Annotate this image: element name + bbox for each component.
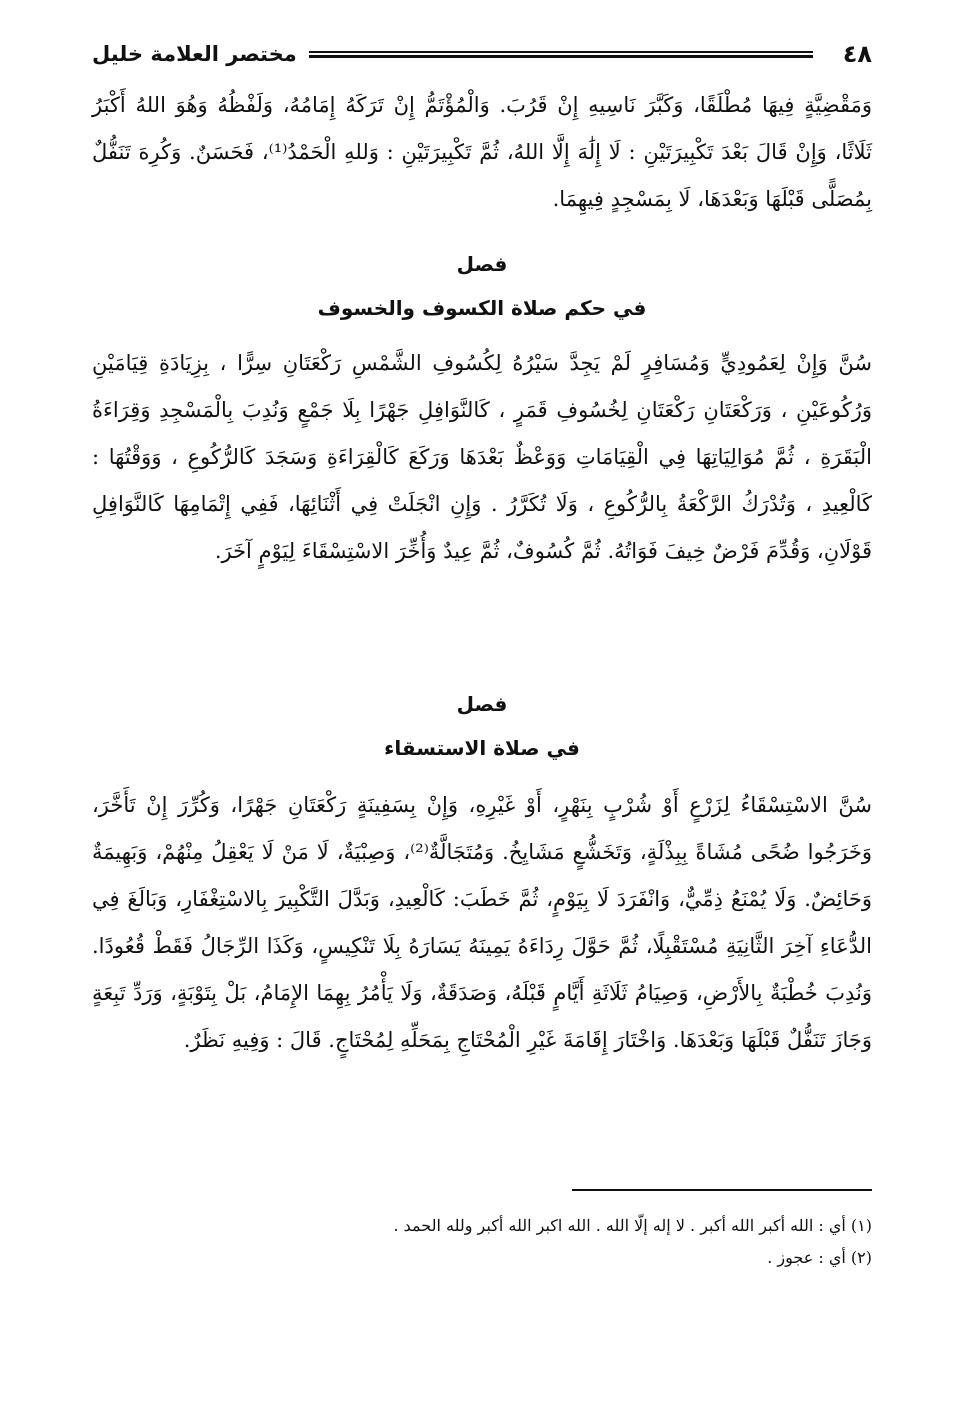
section-title: في صلاة الاستسقاء (384, 736, 580, 760)
footnote-2: (٢) أي : عجوز . (767, 1248, 872, 1267)
section-label: فصل (456, 692, 508, 716)
header-rule (309, 51, 813, 58)
section-istisqa-body (92, 782, 872, 1064)
section-kusuf (92, 242, 872, 330)
section-paragraph: سُنَّ وَإِنْ لِعَمُودِيٍّ وَمُسَافِرٍ لَمْ يَجِدَّ سَيْرُهُ لِكُسُوفِ الشَّمْسِ رَكْعَتَانِ سِرًّا ، بِزِيَادَةِ قِيَامَيْنِ وَرُكُوعَيْنِ ، وَرَكْعَتَانِ رَكْعَتَانِ لِخُسُوفِ قَمَرٍ ، كَالنَّوَافِلِ جَهْرًا بِلَا جَمْعٍ وَنُدِبَ بِالْمَسْجِدِ وَقِرَاءَةُ الْبَقَرَةِ ، ثُمَّ مُوَالِيَاتِهَا فِي الْقِيَامَاتِ وَوَعْظٌ بَعْدَهَا وَرَكَعَ كَالْقِرَاءَةِ وَسَجَدَ كَالرُّكُوعِ ، وَوَقْتُهَا : كَالْعِيدِ ، وَتُدْرَكُ الرَّكْعَةُ بِالرُّكُوعِ ، وَلَا تُكَرَّرُ . وَإِنِ انْجَلَتْ فِي أَثْنَائِهَا، فَفِي إِتْمَامِهَا كَالنَّوَافِلِ قَوْلَانِ، وَقُدِّمَ فَرْضٌ خِيفَ فَوَاتُهُ. ثُمَّ كُسُوفٌ، ثُمَّ عِيدٌ وَأُخِّرَ الاسْتِسْقَاءَ لِيَوْمٍ آخَرَ. (92, 351, 872, 563)
footnotes (92, 1210, 872, 1274)
section-title: في حكم صلاة الكسوف والخسوف (317, 296, 647, 320)
running-title: مختصر العلامة خليل (92, 42, 297, 66)
section-istisqa (92, 682, 872, 770)
page-number: ٤٨ (842, 40, 872, 68)
section-kusuf-body (92, 340, 872, 575)
footnote-1: (١) أي : الله أكبر الله أكبر . لا إله إلّا الله . الله اكبر الله أكبر ولله الحمد . (393, 1216, 872, 1235)
footnote-separator (572, 1189, 872, 1191)
intro-block (92, 82, 872, 223)
section-label: فصل (456, 252, 508, 276)
section-paragraph: سُنَّ الاسْتِسْقَاءُ لِزَرْعٍ أَوْ شُرْبٍ بِنَهْرٍ، أَوْ غَيْرِهِ، وَإِنْ بِسَفِينَةٍ رَكْعَتَانِ جَهْرًا، وَكُرِّرَ إِنْ تَأَخَّرَ، وَخَرَجُوا ضُحًى مُشَاةً بِبِذْلَةٍ، وَتَخَشُّعٍ مَشَايِخُ. وَمُتَجَالَّةٌ⁽²⁾، وَصِبْيَةٌ، لَا مَنْ لَا يَعْقِلُ مِنْهُمْ، وَبَهِيمَةٌ وَحَائِضٌ. وَلَا يُمْنَعُ ذِمِّيٌّ، وَانْفَرَدَ لَا بِيَوْمٍ، ثُمَّ خَطَبَ: كَالْعِيدِ، وَبَدَّلَ التَّكْبِيرَ بِالاسْتِغْفَارِ، وَبَالَغَ فِي الدُّعَاءِ آخِرَ الثَّانِيَةِ مُسْتَقْبِلًا، ثُمَّ حَوَّلَ رِدَاءَهُ يَمِينَهُ يَسَارَهُ بِلَا تَنْكِيسٍ، وَكَذَا الرِّجَالُ فَقَطْ قُعُودًا. وَنُدِبَ خُطْبَةٌ بِالأَرْضِ، وَصِيَامُ ثَلَاثَةِ أَيَّامٍ قَبْلَهُ، وَصَدَقَةٌ، وَلَا يَأْمُرُ بِهِمَا الإِمَامُ، بَلْ بِتَوْبَةٍ، وَرَدِّ تَبِعَةٍ وَجَازَ تَنَفُّلٌ قَبْلَهَا وَبَعْدَهَا. وَاخْتَارَ إِقَامَةَ غَيْرِ الْمُحْتَاجِ بِمَحَلِّهِ لِمُحْتَاجٍ. قَالَ : وَفِيهِ نَظَرٌ. (92, 793, 872, 1052)
intro-paragraph: وَمَقْضِيَّةٍ فِيهَا مُطْلَقًا، وَكَبَّرَ نَاسِيهِ إِنْ قَرُبَ. وَالْمُؤْتَمُّ إِنْ تَرَكَهُ إِمَامُهُ، وَلَفْظُهُ وَهُوَ اللهُ أَكْبَرُ ثَلَاثًا، وَإِنْ قَالَ بَعْدَ تَكْبِيرَتَيْنِ : لَا إِلَٰهَ إِلَّا اللهُ، ثُمَّ تَكْبِيرَتَيْنِ : وَللهِ الْحَمْدُ⁽¹⁾، فَحَسَنٌ. وَكُرِهَ تَنَفُّلٌ بِمُصَلًّى قَبْلَهَا وَبَعْدَهَا، لَا بِمَسْجِدٍ فِيهِمَا. (92, 93, 873, 211)
page-header (92, 32, 872, 76)
